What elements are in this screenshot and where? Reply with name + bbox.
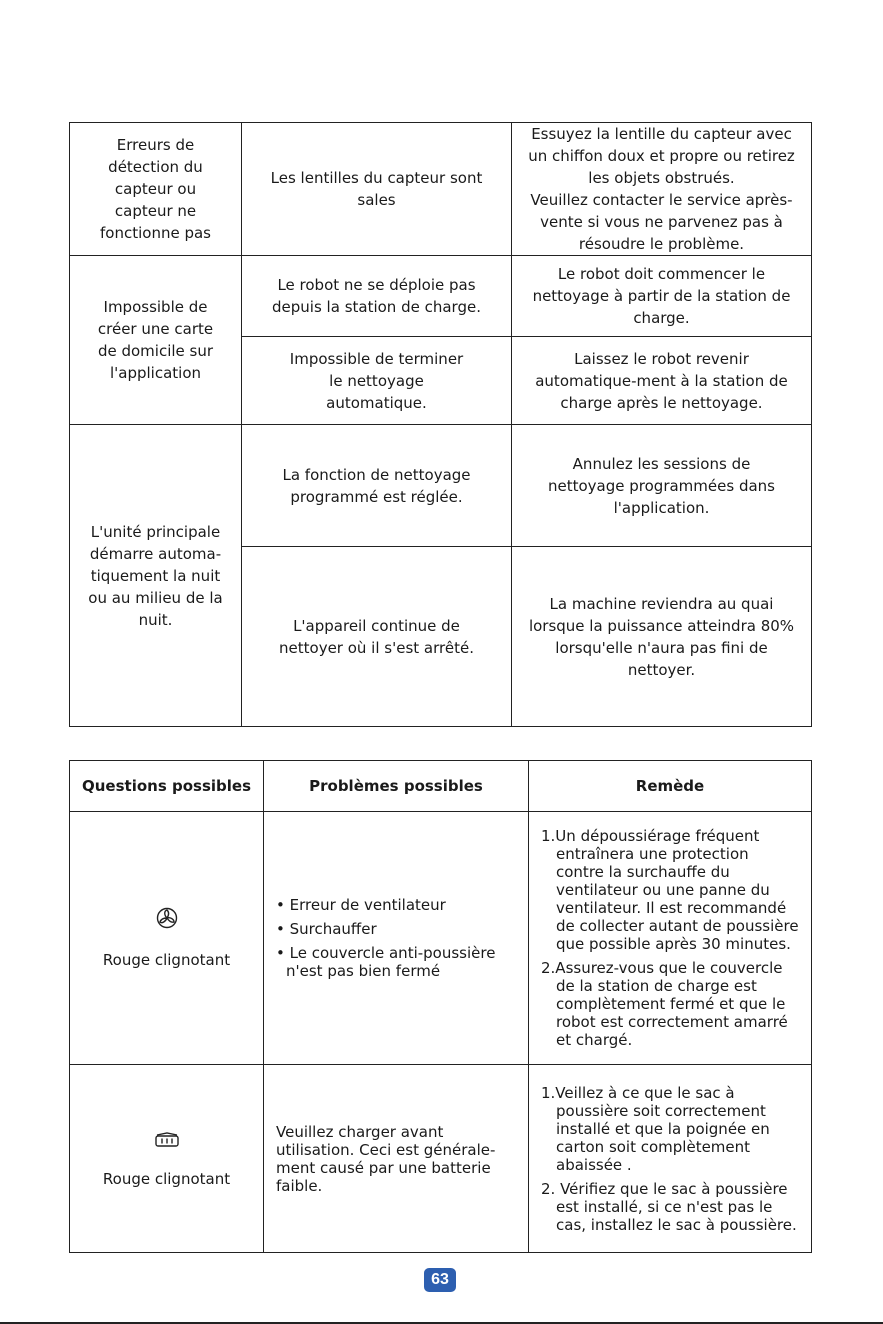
page-number-badge: 63 bbox=[424, 1268, 456, 1292]
table-row bbox=[70, 123, 812, 256]
remedy-cell: Annulez les sessions de nettoyage programmées dans l'application. bbox=[512, 425, 812, 547]
problem-cell: Impossible de terminer le nettoyage automatique. bbox=[242, 337, 512, 425]
problem-cell: L'appareil continue de nettoyer où il s'est arrêté. bbox=[242, 547, 512, 727]
remedy-cell: Essuyez la lentille du capteur avec un chiffon doux et propre ou retirez les objets obstrués. Veuillez contacter le service après-vente si vous ne parvenez pas à résoudre le problème. bbox=[512, 123, 812, 256]
problem-item: • Le couvercle anti-poussière n'est pas bien fermé bbox=[276, 944, 496, 980]
troubleshooting-table-1 bbox=[69, 122, 812, 727]
problem-cell: Le robot ne se déploie pas depuis la station de charge. bbox=[242, 256, 512, 337]
question-cell: L'unité principale démarre automa-tiquement la nuit ou au milieu de la nuit. bbox=[70, 425, 242, 727]
table-row bbox=[70, 256, 812, 337]
problem-item: • Surchauffer bbox=[276, 920, 377, 938]
remedy-cell: Laissez le robot revenir automatique-ment à la station de charge après le nettoyage. bbox=[512, 337, 812, 425]
table-row bbox=[70, 812, 812, 1065]
problem-cell bbox=[264, 812, 529, 1065]
remedy-cell: Le robot doit commencer le nettoyage à partir de la station de charge. bbox=[512, 256, 812, 337]
column-header-remedy: Remède bbox=[529, 761, 812, 812]
question-cell: Impossible de créer une carte de domicile sur l'application bbox=[70, 256, 242, 425]
question-cell bbox=[70, 812, 264, 1065]
column-header-problems: Problèmes possibles bbox=[264, 761, 529, 812]
table-row bbox=[70, 1065, 812, 1253]
fan-icon bbox=[156, 907, 178, 933]
question-cell: Erreurs de détection du capteur ou capteur ne fonctionne pas bbox=[70, 123, 242, 256]
remedy-item: 2. Vérifiez que le sac à poussière est installé, si ce n'est pas le cas, installez le sac à poussière. bbox=[541, 1179, 797, 1234]
remedy-cell: La machine reviendra au quai lorsque la puissance atteindra 80% lorsqu'elle n'aura pas fini de nettoyer. bbox=[512, 547, 812, 727]
table-row bbox=[70, 425, 812, 547]
remedy-item: 1.Veillez à ce que le sac à poussière soit correctement installé et que la poignée en carton soit complètement abaissée . bbox=[541, 1083, 770, 1174]
troubleshooting-table-2 bbox=[69, 760, 812, 1253]
column-header-questions: Questions possibles bbox=[70, 761, 264, 812]
remedy-item: 1.Un dépoussiérage fréquent entraînera une protection contre la surchauffe du ventilateur ou une panne du ventilateur. Il est recommandé de collecter autant de poussière que possible après 30 minutes. bbox=[541, 827, 799, 953]
remedy-cell bbox=[529, 812, 812, 1065]
problem-item: • Erreur de ventilateur bbox=[276, 896, 446, 914]
problem-cell: Les lentilles du capteur sont sales bbox=[242, 123, 512, 256]
battery-icon bbox=[154, 1130, 180, 1152]
remedy-item: 2.Assurez-vous que le couvercle de la station de charge est complètement fermé et que le robot est correctement amarré et chargé. bbox=[541, 959, 788, 1049]
remedy-cell bbox=[529, 1065, 812, 1253]
problem-cell bbox=[264, 1065, 529, 1253]
problem-cell: La fonction de nettoyage programmé est réglée. bbox=[242, 425, 512, 547]
question-cell bbox=[70, 1065, 264, 1253]
status-label: Rouge clignotant bbox=[102, 1169, 231, 1188]
status-label: Rouge clignotant bbox=[102, 951, 231, 969]
problem-item: Veuillez charger avant utilisation. Ceci est générale-ment causé par une batterie faible. bbox=[276, 1122, 496, 1195]
table-header-row bbox=[70, 761, 812, 812]
